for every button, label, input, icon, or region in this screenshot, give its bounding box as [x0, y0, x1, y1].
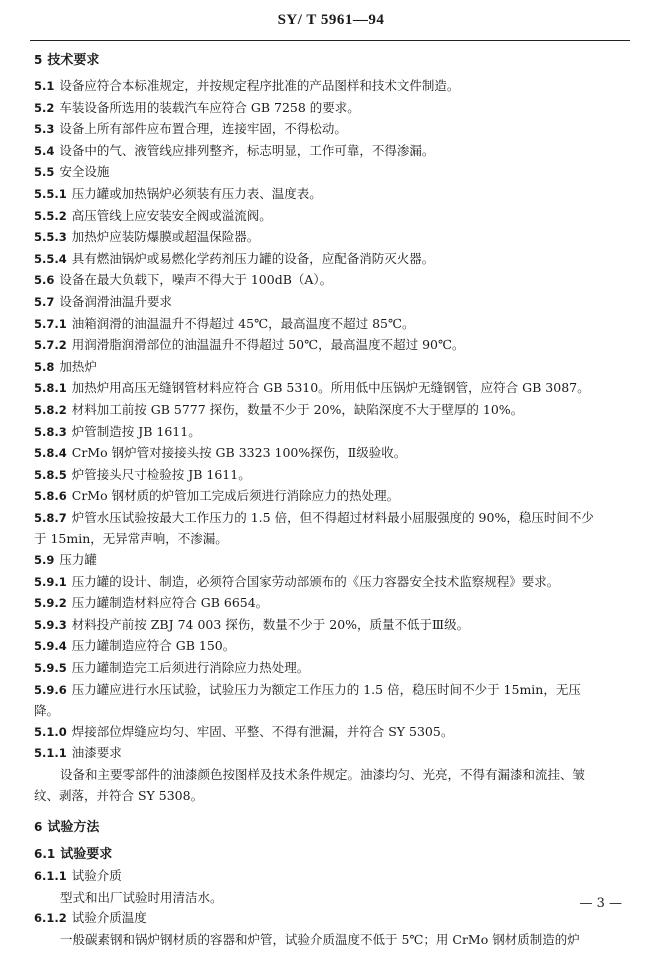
clause-5-2: 5.2 车装设备所选用的装载汽车应符合 GB 7258 的要求。	[34, 99, 360, 115]
document-body	[34, 52, 632, 953]
clause-5-1-0: 5.1.0 焊接部位焊缝应均匀、牢固、平整、不得有泄漏，并符合 SY 5305。	[34, 723, 454, 739]
clause-5-9: 5.9 压力罐	[34, 552, 97, 568]
clause-5-7-2: 5.7.2 用润滑脂润滑部位的油温温升不得超过 50℃，最高温度不超过 90℃。	[34, 337, 465, 353]
clause-5-5-2: 5.5.2 高压管线上应安装安全阀或溢流阀。	[34, 207, 272, 223]
clause-5-8: 5.8 加热炉	[34, 358, 97, 374]
page-number: — 3 —	[579, 896, 622, 911]
clause-5-8-4: 5.8.4 CrMo 钢炉管对接接头按 GB 3323 100%探伤，Ⅱ级验收。	[34, 445, 407, 461]
clause-5-3: 5.3 设备上所有部件应布置合理，连接牢固，不得松动。	[34, 121, 347, 137]
clause-5-5: 5.5 安全设施	[34, 164, 110, 180]
clause-5-8-7-continued: 于 15min，无异常声响，不渗漏。	[34, 531, 228, 547]
clause-5-9-2: 5.9.2 压力罐制造材料应符合 GB 6654。	[34, 595, 269, 611]
clause-5-8-1: 5.8.1 加热炉用高压无缝钢管材料应符合 GB 5310。所用低中压锅炉无缝钢管，应符合 GB 3087。	[34, 380, 590, 396]
clause-5-9-6-continued: 降。	[34, 703, 60, 719]
clause-5-8-3: 5.8.3 炉管制造按 JB 1611。	[34, 423, 201, 439]
clause-5-7: 5.7 设备润滑油温升要求	[34, 293, 172, 309]
clause-6-1: 6.1 试验要求	[34, 846, 113, 862]
clause-5-7-1: 5.7.1 油箱润滑的油温温升不得超过 45℃，最高温度不超过 85℃。	[34, 315, 415, 331]
test-medium-temperature-paragraph: 一般碳素钢和锅炉钢材质的容器和炉管，试验介质温度不低于 5℃；用 CrMo 钢材质制造的炉	[60, 931, 580, 947]
section-6-heading: 6 试验方法	[34, 819, 100, 835]
paint-requirement-paragraph: 设备和主要零部件的油漆颜色按图样及技术条件规定。油漆均匀、光亮，不得有漏漆和流挂、皱	[60, 767, 586, 782]
clause-5-6: 5.6 设备在最大负载下，噪声不得大于 100dB（A）。	[34, 272, 333, 288]
clause-5-4: 5.4 设备中的气、液管线应排列整齐，标志明显，工作可靠，不得渗漏。	[34, 142, 435, 158]
clause-5-9-5: 5.9.5 压力罐制造完工后须进行消除应力热处理。	[34, 660, 310, 676]
clause-5-9-4: 5.9.4 压力罐制造应符合 GB 150。	[34, 638, 236, 654]
section-5-heading: 5 技术要求	[34, 53, 100, 68]
clause-5-5-3: 5.5.3 加热炉应装防爆膜或超温保险器。	[34, 229, 260, 245]
clause-5-8-2: 5.8.2 材料加工前按 GB 5777 探伤，数量不少于 20%，缺陷深度不大于壁厚的 10%。	[34, 401, 524, 417]
clause-5-8-6: 5.8.6 CrMo 钢材质的炉管加工完成后须进行消除应力的热处理。	[34, 488, 400, 504]
header-rule	[30, 40, 630, 41]
paint-requirement-continued: 纹、剥落，并符合 SY 5308。	[34, 787, 204, 803]
clause-6-1-1: 6.1.1 试验介质	[34, 868, 122, 884]
clause-5-5-4: 5.5.4 具有燃油锅炉或易燃化学药剂压力罐的设备，应配备消防灭火器。	[34, 250, 435, 266]
clause-5-9-3: 5.9.3 材料投产前按 ZBJ 74 003 探伤，数量不少于 20%，质量不低于Ⅲ级。	[34, 616, 470, 632]
clause-5-8-7: 5.8.7 炉管水压试验按最大工作压力的 1.5 倍，但不得超过材料最小屈服强度的 90%，稳压时间不少	[34, 509, 594, 525]
clause-5-1-1: 5.1.1 油漆要求	[34, 745, 122, 761]
clause-5-9-1: 5.9.1 压力罐的设计、制造，必须符合国家劳动部颁布的《压力容器安全技术监察规程》要求。	[34, 573, 560, 589]
document-header: SY/ T 5961—94	[277, 12, 385, 28]
clause-5-9-6: 5.9.6 压力罐应进行水压试验，试验压力为额定工作压力的 1.5 倍，稳压时间不少于 15min，无压	[34, 681, 581, 697]
clause-5-1: 5.1 设备应符合本标准规定，并按规定程序批准的产品图样和技术文件制造。	[34, 78, 460, 93]
clause-6-1-2: 6.1.2 试验介质温度	[34, 910, 147, 926]
clause-5-5-1: 5.5.1 压力罐或加热锅炉必须装有压力表、温度表。	[34, 185, 322, 201]
test-medium-paragraph: 型式和出厂试验时用清洁水。	[60, 889, 223, 905]
clause-5-8-5: 5.8.5 炉管接头尺寸检验按 JB 1611。	[34, 466, 251, 482]
